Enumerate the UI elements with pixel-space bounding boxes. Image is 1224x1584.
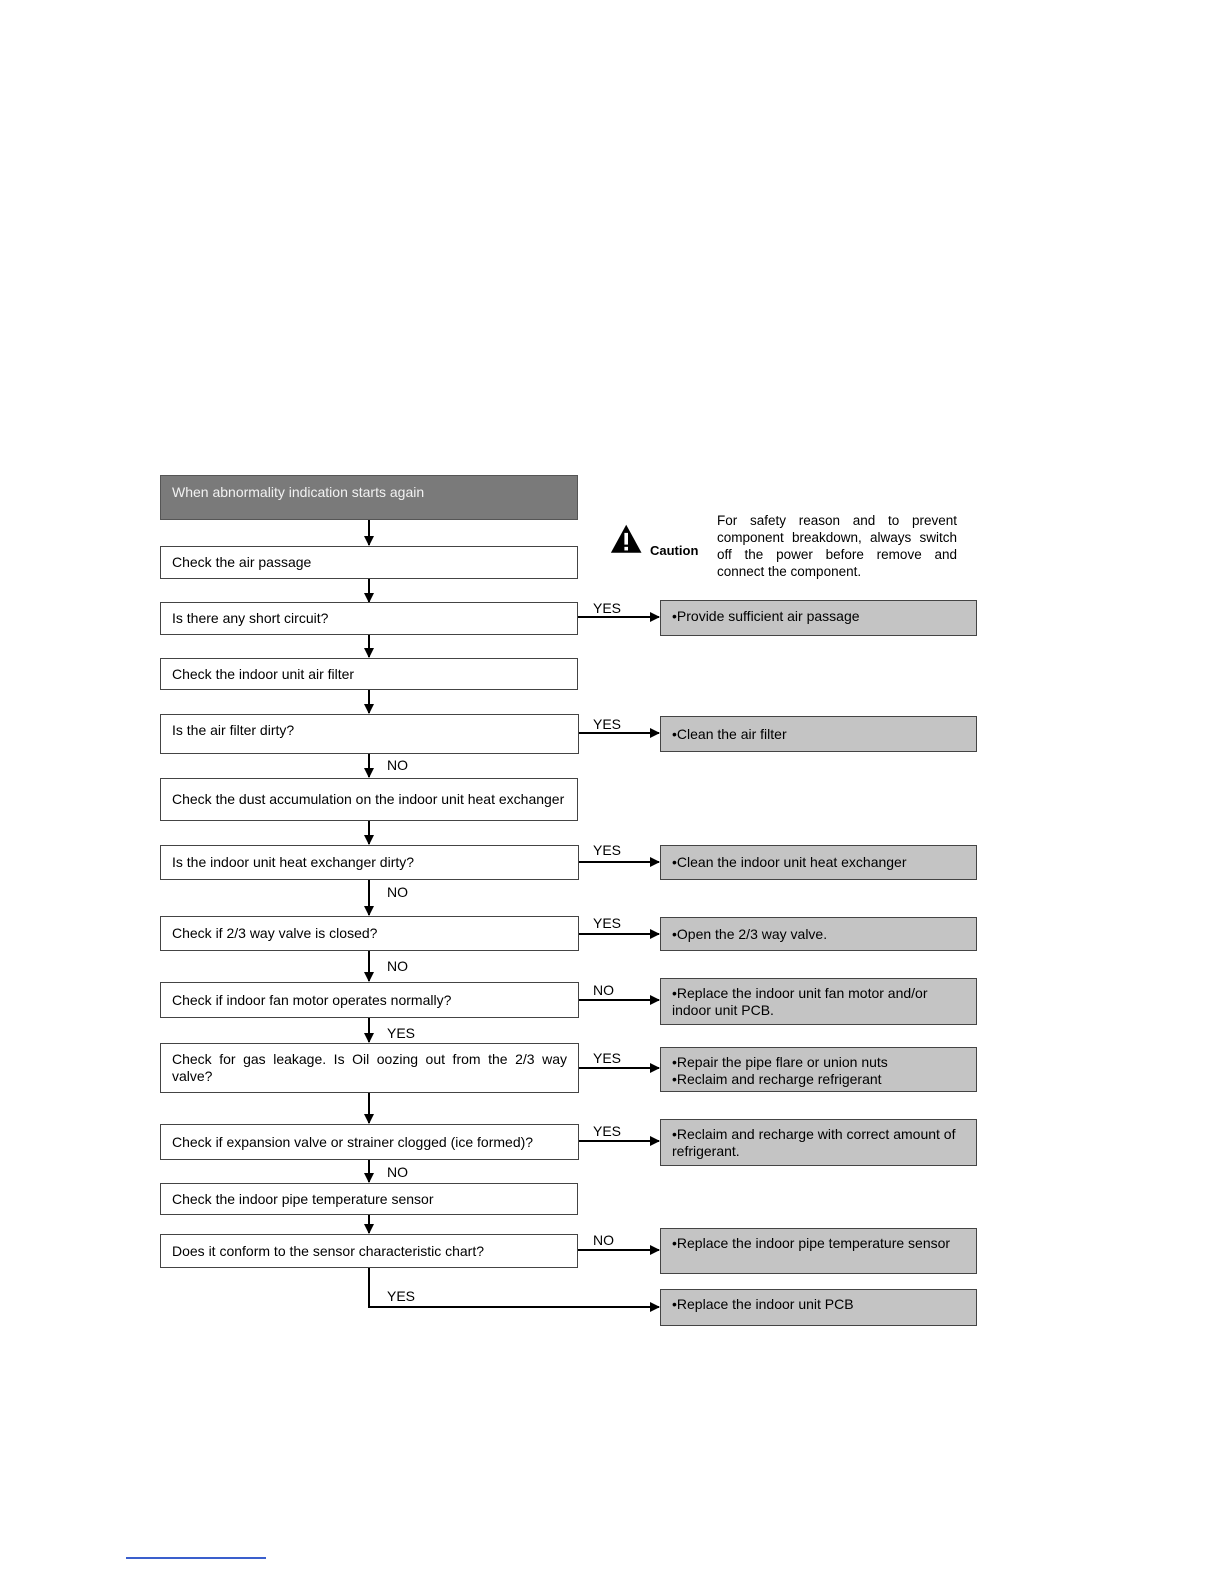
step-check-pipe-sensor: Check the indoor pipe temperature sensor [160,1183,578,1215]
step-check-dust-accumulation: Check the dust accumulation on the indoor unit heat exchanger [160,778,578,821]
action-reclaim-recharge: •Reclaim and recharge with correct amount of refrigerant. [660,1119,977,1166]
label-no-down-2: NO [387,884,408,900]
label-yes-3: YES [593,842,622,858]
step-expansion-valve: Check if expansion valve or strainer clogged (ice formed)? [160,1124,579,1160]
step-gas-leakage: Check for gas leakage. Is Oil oozing out from the 2/3 way valve? [160,1043,579,1093]
action-clean-air-filter: •Clean the air filter [660,716,977,752]
label-no-down-5: NO [387,1164,408,1180]
label-no-down-1: NO [387,757,408,773]
warning-triangle-icon [610,523,646,559]
label-yes-1: YES [593,600,622,616]
caution-title: Caution [650,543,699,558]
label-yes-4: YES [593,915,622,931]
step-air-filter-dirty: Is the air filter dirty? [160,714,579,754]
label-yes-2: YES [593,716,622,732]
action-replace-fan-motor: •Replace the indoor unit fan motor and/or indoor unit PCB. [660,978,977,1025]
step-check-air-passage: Check the air passage [160,546,578,579]
start-box [160,475,578,520]
label-yes-7: YES [593,1123,622,1139]
step-sensor-chart: Does it conform to the sensor characteristic chart? [160,1234,578,1268]
action-replace-pipe-sensor: •Replace the indoor pipe temperature sensor [660,1228,977,1274]
action-replace-pcb: •Replace the indoor unit PCB [660,1289,977,1326]
label-yes-down-6: YES [387,1288,416,1304]
step-short-circuit: Is there any short circuit? [160,602,578,635]
label-yes-down-4: YES [387,1025,416,1041]
step-valve-closed: Check if 2/3 way valve is closed? [160,916,579,951]
step-check-air-filter: Check the indoor unit air filter [160,658,578,690]
footer-rule [126,1557,266,1559]
label-no-down-3: NO [387,958,408,974]
step-fan-motor: Check if indoor fan motor operates normally? [160,982,579,1018]
label-no-5: NO [593,982,614,998]
start-label: When abnormality indication starts again [172,484,425,500]
action-clean-heat-exchanger: •Clean the indoor unit heat exchanger [660,845,977,880]
action-provide-air-passage: •Provide sufficient air passage [660,600,977,636]
step-heat-exchanger-dirty: Is the indoor unit heat exchanger dirty? [160,845,579,880]
label-yes-6: YES [593,1050,622,1066]
caution-text: For safety reason and to prevent component breakdown, always switch off the power before remove and connect the component. [717,513,957,579]
label-no-8: NO [593,1232,614,1248]
action-repair-pipe-flare: •Repair the pipe flare or union nuts •Reclaim and recharge refrigerant [660,1047,977,1092]
action-open-valve: •Open the 2/3 way valve. [660,917,977,951]
